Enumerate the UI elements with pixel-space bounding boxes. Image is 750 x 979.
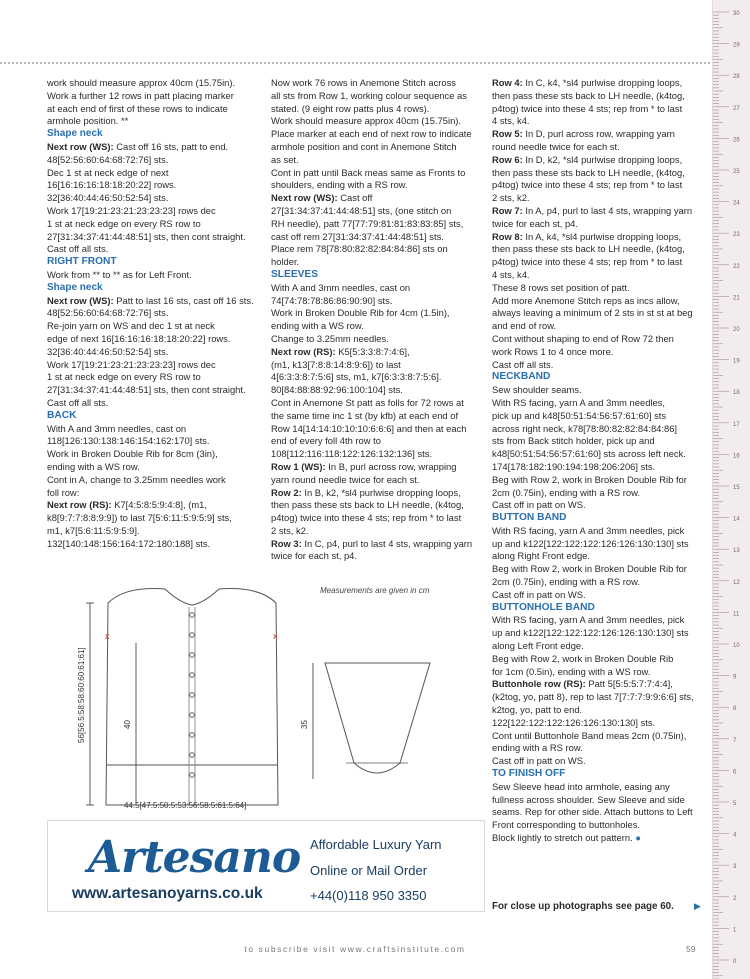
text-line: pick up and k48[50:51:54:56:57:61:60] sts xyxy=(492,409,667,421)
column-3 xyxy=(492,77,704,845)
text-line: Cont in A, change to 3.25mm needles work xyxy=(47,473,226,485)
ruler-label: 2 xyxy=(733,895,737,902)
finish-heading: TO FINISH OFF xyxy=(492,768,566,780)
col1-intro xyxy=(47,77,263,128)
text-line: the same time inc 1 st (by kfb) at each end of xyxy=(271,409,459,421)
shape-neck-heading: Shape neck xyxy=(47,128,103,140)
text-line: armhole position. ** xyxy=(47,115,129,127)
buttonhole-band-heading: BUTTONHOLE BAND xyxy=(492,601,595,613)
text-line: 174[178:182:190:194:198:206:206] sts. xyxy=(492,460,656,472)
text-line: Change to 3.25mm needles. xyxy=(271,332,389,344)
text-line: Row 8: In A, k4, *sl4 purlwise dropping loops, xyxy=(492,230,682,242)
bold-label: Next row (WS): xyxy=(47,294,114,306)
ad-order-line: Online or Mail Order xyxy=(310,863,428,878)
text-line: k2tog, yo, patt to end. xyxy=(492,704,583,716)
ruler-label: 17 xyxy=(733,421,740,428)
text-line: 32[36:40:44:46:50:52:54] sts. xyxy=(47,345,169,357)
text-line: 16[16:16:16:18:18:20:22] rows. xyxy=(47,179,177,191)
body-height-label: 56[56.5:58:58:60:60:61:61] xyxy=(77,647,86,743)
measurement-diagram xyxy=(70,583,480,813)
back-continued xyxy=(271,77,487,269)
text-line: all sts from Row 1, working colour sequence as xyxy=(271,89,467,101)
text-line: Place marker at each end of next row to indicate xyxy=(271,128,472,140)
text-line: holder. xyxy=(271,256,300,268)
text-line: 4[6:3:3:8:7:5:6] sts, m1, k7[6:3:3:8:7:5:6]. xyxy=(271,371,442,383)
text-line: 1 st at neck edge on every RS row to xyxy=(47,217,201,229)
bold-label: Row 1 (WS): xyxy=(271,460,326,472)
text-line: Dec 1 st at neck edge of next xyxy=(47,166,169,178)
text-line: 2cm (0.75in), ending with a RS row. xyxy=(492,576,640,588)
finish-instructions xyxy=(492,781,704,845)
text-line: 118[126:130:138:146:154:162:170] sts. xyxy=(47,435,210,447)
footer-subscribe: to subscribe visit www.craftsinstitute.com xyxy=(244,944,466,954)
text-line: 1 st at neck edge on every RS row to xyxy=(47,371,201,383)
text-line: cast off rem 27[31:34:37:41:44:48:51] sts. xyxy=(271,230,444,242)
text-line: at each end of first of these rows to indicate xyxy=(47,102,228,114)
ruler-label: 11 xyxy=(733,611,740,618)
text-line: p4tog) twice into these 4 sts; rep from * to last xyxy=(492,179,683,191)
ruler-label: 25 xyxy=(733,169,740,175)
text-line: Row 5: In D, purl across row, wrapping yarn xyxy=(492,128,675,140)
text-line: Place rem 78[78:80:82:82:84:84:86] sts on xyxy=(271,243,448,255)
ruler-label: 23 xyxy=(733,232,740,239)
text-line: With RS facing, yarn A and 3mm needles, xyxy=(492,396,666,408)
back-instructions xyxy=(47,423,263,551)
text-line: Row 2: In B, k2, *sl4 purlwise dropping loops, xyxy=(271,486,461,498)
text-line: round needle twice for each st. xyxy=(492,140,620,152)
text-line: k8[9:7:7:8:8:9:9]) to last 7[5:6:11:5:9:5:9] sts, xyxy=(47,512,232,524)
text-line: Row 14[14:14:10:10:10:6:6:6] and then at each xyxy=(271,422,467,434)
bold-label: Next row (WS): xyxy=(271,192,338,204)
text-line: sts from Back stitch holder, pick up and xyxy=(492,435,655,447)
ruler-label: 3 xyxy=(733,864,737,871)
text-line: and end of row. xyxy=(492,320,557,332)
text-line: along Left Front edge. xyxy=(492,640,584,652)
text-line: work should measure approx 40cm (15.75in). xyxy=(47,77,236,88)
text-line: end of every foll 4th row to xyxy=(271,435,381,447)
text-line: then pass these sts back to LH needle, (k4tog, xyxy=(492,89,685,101)
text-line: 27[31:34:37:41:44:48:51] sts, (one stitch on xyxy=(271,204,452,216)
text-line: Row 1 (WS): In B, purl across row, wrapping xyxy=(271,460,457,472)
text-line: Cast off all sts. xyxy=(47,396,109,408)
text-line: 80[84:88:88:92:96:100:104] sts. xyxy=(271,384,403,396)
text-line: These 8 rows set position of patt. xyxy=(492,281,630,293)
text-line: 27[31:34:37:41:44:48:51] sts, then cont straight. xyxy=(47,230,246,242)
text-line: always leaving a minimum of 2 sts in st st at beg xyxy=(492,307,693,319)
text-line: 27[31:34:37:41:44:48:51] sts, then cont straight. xyxy=(47,384,246,396)
text-line: Cast off in patt on WS. xyxy=(492,499,586,511)
text-line: Next row (RS): K5[5:3:3:8:7:4:6], xyxy=(271,345,410,357)
text-line: Beg with Row 2, work in Broken Double Rib for xyxy=(492,473,687,485)
text-line: then pass these sts back to LH needle, (k4tog, xyxy=(492,243,685,255)
text-line: edge of next 16[16:16:16:18:18:20:22] rows. xyxy=(47,332,231,344)
text-line: With RS facing, yarn A and 3mm needles, pick xyxy=(492,524,685,536)
column-2 xyxy=(271,77,487,563)
pattern-rows xyxy=(492,77,704,371)
text-line: Cast off all sts. xyxy=(492,358,554,370)
text-line: Work in Broken Double Rib for 4cm (1.5in), xyxy=(271,307,450,319)
text-line: With A and 3mm needles, cast on xyxy=(271,281,411,293)
sleeves-instructions xyxy=(271,282,487,564)
page-number: 59 xyxy=(686,944,696,954)
bold-label: Row 6: xyxy=(492,153,523,165)
text-line: 2 sts, k2. xyxy=(271,524,309,536)
text-line: (k2tog, yo, patt 8), rep to last 7[7:7:7:9:9:6:6] sts, xyxy=(492,691,694,703)
text-line: work Rows 1 to 4 once more. xyxy=(492,345,614,357)
next-arrow-icon: ▶ xyxy=(694,901,701,911)
sleeves-heading: SLEEVES xyxy=(271,268,318,280)
ruler-label: 15 xyxy=(733,485,740,491)
right-front-instructions xyxy=(47,295,263,410)
text-line: Cont without shaping to end of Row 72 then xyxy=(492,332,674,344)
button-band-instructions xyxy=(492,525,704,602)
artesano-url[interactable]: www.artesanoyarns.co.uk xyxy=(72,885,263,902)
text-line: With RS facing, yarn A and 3mm needles, pick xyxy=(492,614,685,626)
text-line: Beg with Row 2, work in Broken Double Rib xyxy=(492,652,674,664)
text-line: then pass these sts back to LH needle, (k4tog, xyxy=(492,166,685,178)
ruler-label: 19 xyxy=(733,358,740,365)
text-line: 108[112:116:118:122:126:132:136] sts. xyxy=(271,448,433,460)
ruler-label: 28 xyxy=(733,74,740,81)
ruler-label: 21 xyxy=(733,295,740,302)
text-line: Add more Anemone Stitch reps as incs allow, xyxy=(492,294,680,306)
bold-label: Buttonhole row (RS): xyxy=(492,678,586,690)
ruler-label: 27 xyxy=(733,105,740,112)
text-line: then pass these sts back to LH needle, (k4tog, xyxy=(271,499,464,511)
text-line: Sew shoulder seams. xyxy=(492,384,582,396)
text-line: Next row (RS): K7[4:5:8:5:9:4:8], (m1, xyxy=(47,499,207,511)
svg-text:x: x xyxy=(105,631,110,641)
measuring-ruler xyxy=(712,0,750,979)
right-front-heading: RIGHT FRONT xyxy=(47,256,117,268)
text-line: Row 3: In C, p4, purl to last 4 sts, wrapping yarn xyxy=(271,537,473,549)
text-line: 32[36:40:44:46:50:52:54] sts. xyxy=(47,192,169,204)
artesano-advert[interactable] xyxy=(47,820,485,912)
text-line: p4tog) twice into these 4 sts; rep from * to last xyxy=(271,512,462,524)
text-line: seams. Rep for other side. Attach buttons to Left xyxy=(492,806,693,818)
bold-label: Row 3: xyxy=(271,537,302,549)
text-line: Cont until Buttonhole Band meas 2cm (0.75in), xyxy=(492,729,687,741)
text-line: m1, k7[5:6:11:5:9:5:9]. xyxy=(47,524,140,536)
width-label: 44.5[47.5:50.5:53:56:58.5:61.5:64] xyxy=(124,801,247,810)
buttons xyxy=(190,613,195,778)
text-line: k48[50:51:54:56:57:61:60] sts across left neck. xyxy=(492,448,686,460)
button-band-heading: BUTTON BAND xyxy=(492,512,567,524)
text-line: 4 sts, k4. xyxy=(492,268,530,280)
closeup-note: For close up photographs see page 60. xyxy=(492,901,674,912)
text-line: up and k122[122:122:122:126:126:130:130] sts xyxy=(492,537,689,549)
ruler-label: 6 xyxy=(733,769,737,776)
ruler-label: 4 xyxy=(733,832,737,839)
bold-label: Row 5: xyxy=(492,128,523,140)
text-line: Buttonhole row (RS): Patt 5[5:5:5:7:7:4:4], xyxy=(492,678,673,690)
artesano-logo: Artesano xyxy=(88,832,301,883)
text-line: twice for each st, p4. xyxy=(271,550,357,562)
text-line: Cast off in patt on WS. xyxy=(492,588,586,600)
text-line: along Right Front edge. xyxy=(492,550,590,562)
text-line: Work 17[19:21:23:21:23:23:23] rows dec xyxy=(47,204,216,216)
bold-label: Row 7: xyxy=(492,204,523,216)
text-line: ending with a WS row. xyxy=(47,460,140,472)
text-line: yarn round needle twice for each st. xyxy=(271,473,420,485)
ruler-label: 0 xyxy=(733,959,737,965)
garment-schematic xyxy=(70,583,480,813)
ruler-label: 29 xyxy=(733,42,740,49)
text-line: 48[52:56:60:64:68:72:76] sts. xyxy=(47,153,169,165)
ruler-label: 22 xyxy=(733,263,740,270)
text-line: ending with a RS row. xyxy=(492,742,583,754)
text-line: 122[122:122:122:126:126:130:130] sts. xyxy=(492,716,656,728)
text-line: 48[52:56:60:64:68:72:76] sts. xyxy=(47,307,169,319)
text-line: 4 sts, k4. xyxy=(492,115,530,127)
text-line: Beg with Row 2, work in Broken Double Rib for xyxy=(492,563,687,575)
text-line: Work a further 12 rows in patt placing marker xyxy=(47,89,234,101)
text-line: 132[140:148:156:164:172:180:188] sts. xyxy=(47,537,211,549)
text-line: Row 6: In D, k2, *sl4 purlwise dropping loops, xyxy=(492,153,683,165)
bold-label: Next row (RS): xyxy=(47,499,112,511)
top-dotted-divider xyxy=(0,62,710,64)
column-1 xyxy=(47,77,263,550)
ruler-label: 7 xyxy=(733,737,737,744)
bold-label: Row 8: xyxy=(492,230,523,242)
buttonhole-band-instructions xyxy=(492,614,704,768)
ruler-label: 5 xyxy=(733,801,737,807)
sleeve-outline xyxy=(325,663,430,773)
right-front-intro: Work from ** to ** as for Left Front. xyxy=(47,268,192,280)
sleeve-length-label: 35 xyxy=(300,720,309,729)
back-heading: BACK xyxy=(47,409,77,421)
measurements-note: Measurements are given in cm xyxy=(320,586,430,595)
text-line: 74[74:78:78:86:86:90:90] sts. xyxy=(271,294,393,306)
ruler-label: 26 xyxy=(733,137,740,144)
ruler-label: 1 xyxy=(733,927,737,934)
ruler-label: 13 xyxy=(733,548,740,555)
ruler-label: 12 xyxy=(733,579,740,586)
text-line: Front corresponding to buttonholes. xyxy=(492,819,641,831)
ruler-label: 8 xyxy=(733,706,737,713)
text-line: p4tog) twice into these 4 sts; rep from * to last xyxy=(492,102,683,114)
text-line: Next row (WS): Patt to last 16 sts, cast off 16 sts. xyxy=(47,294,254,306)
bold-label: Row 2: xyxy=(271,486,302,498)
text-line: 2cm (0.75in), ending with a RS row. xyxy=(492,486,640,498)
ruler-label: 20 xyxy=(733,327,740,333)
ad-tagline: Affordable Luxury Yarn xyxy=(310,837,442,852)
text-line: With A and 3mm needles, cast on xyxy=(47,422,187,434)
text-line: Row 4: In C, k4, *sl4 purlwise dropping loops, xyxy=(492,77,683,88)
text-line: (m1, k13[7:8:8:14:8:9:6]) to last xyxy=(271,358,401,370)
text-line: Row 7: In A, p4, purl to last 4 sts, wrapping yarn xyxy=(492,204,693,216)
text-line: Cast off all sts. xyxy=(47,243,109,255)
text-line: Cont in Anemone St patt as folls for 72 rows at xyxy=(271,396,464,408)
text-line: shoulders, ending with a RS row. xyxy=(271,179,408,191)
text-line: up and k122[122:122:122:126:126:130:130] sts xyxy=(492,627,689,639)
text-line: fullness across shoulder. Sew Sleeve and side xyxy=(492,793,685,805)
text-line: RH needle), patt 77[77:79:81:81:83:83:85] sts, xyxy=(271,217,464,229)
armhole-height-label: 40 xyxy=(123,720,132,729)
bold-label: Next row (RS): xyxy=(271,345,336,357)
text-line: Work should measure approx 40cm (15.75in). xyxy=(271,115,462,127)
text-line: Block lightly to stretch out pattern. ● xyxy=(492,832,641,844)
ruler-label: 14 xyxy=(733,516,740,523)
text-line: Cast off in patt on WS. xyxy=(492,755,586,767)
text-line: across right neck, k78[78:80:82:82:84:84:86] xyxy=(492,422,678,434)
ruler-ticks xyxy=(713,0,750,979)
ruler-label: 16 xyxy=(733,453,740,460)
shape-neck-instructions xyxy=(47,141,263,256)
text-line: Now work 76 rows in Anemone Stitch across xyxy=(271,77,456,88)
neckband-instructions xyxy=(492,384,704,512)
ruler-label: 30 xyxy=(733,11,740,17)
text-line: Next row (WS): Cast off xyxy=(271,192,373,204)
right-front-shape-neck-heading: Shape neck xyxy=(47,281,103,293)
text-line: Cont in patt until Back meas same as Fronts to xyxy=(271,166,466,178)
end-bullet-icon: ● xyxy=(632,832,641,844)
neckband-heading: NECKBAND xyxy=(492,371,551,383)
ruler-label: 10 xyxy=(733,643,740,649)
ruler-label: 18 xyxy=(733,390,740,397)
ruler-label: 24 xyxy=(733,200,740,207)
text-line: as set. xyxy=(271,153,299,165)
text-line: p4tog) twice into these 4 sts; rep from * to last xyxy=(492,256,683,268)
bold-label: Next row (WS): xyxy=(47,140,114,152)
text-line: 2 sts, k2. xyxy=(492,192,530,204)
text-line: twice for each st, p4. xyxy=(492,217,578,229)
text-line: Work in Broken Double Rib for 8cm (3in), xyxy=(47,448,218,460)
text-line: stated. (9 eight row patts plus 4 rows). xyxy=(271,102,430,114)
ruler-label: 9 xyxy=(733,674,737,681)
text-line: Work 17[19:21:23:21:23:23:23] rows dec xyxy=(47,358,216,370)
text-line: Sew Sleeve head into armhole, easing any xyxy=(492,780,670,792)
bold-label: Row 4: xyxy=(492,77,523,88)
text-line: foll row: xyxy=(47,486,80,498)
text-line: for 1cm (0.5in), ending with a WS row. xyxy=(492,665,651,677)
ad-phone: +44(0)118 950 3350 xyxy=(310,888,427,903)
text-line: Re-join yarn on WS and dec 1 st at neck xyxy=(47,320,215,332)
text-line: armhole position and cont in Anemone Stitch xyxy=(271,140,457,152)
text-line: Next row (WS): Cast off 16 sts, patt to end. xyxy=(47,140,229,152)
text-line: ending with a WS row. xyxy=(271,320,364,332)
svg-text:x: x xyxy=(273,631,278,641)
